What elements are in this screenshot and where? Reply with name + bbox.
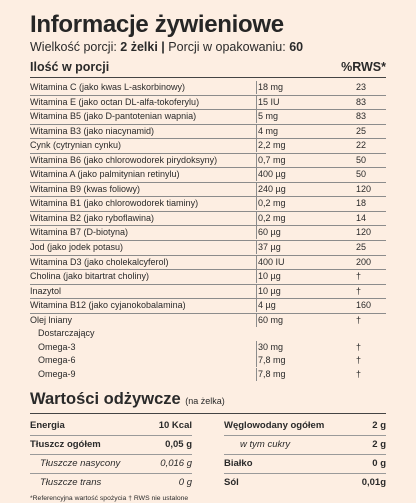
nutrition-panel xyxy=(30,10,386,503)
vitamin-rws: 120 xyxy=(356,183,372,194)
vitamin-amount: 0,2 mg xyxy=(258,212,286,223)
vitamin-rws: 50 xyxy=(356,154,367,165)
vitamin-row xyxy=(30,299,386,314)
footnote: *Referencyjna wartość spożycia † RWS nie ustalone xyxy=(30,495,189,503)
column-separator xyxy=(256,212,257,225)
vitamin-amount: 400 IU xyxy=(258,256,285,267)
vitamin-row xyxy=(30,96,386,111)
vitamin-amount: 18 mg xyxy=(258,82,284,92)
vitamin-name: Witamina B9 (kwas foliowy) xyxy=(30,183,141,194)
nutrition-row-right xyxy=(224,436,386,455)
vitamin-rws: † xyxy=(356,285,362,296)
vitamin-name: Omega-6 xyxy=(38,355,76,366)
vitamins-table xyxy=(30,81,386,381)
vitamin-amount: 240 µg xyxy=(258,183,286,194)
nutrition-row-right xyxy=(224,474,386,492)
vitamin-amount: 7,8 mg xyxy=(258,368,286,379)
vitamin-row xyxy=(30,81,386,96)
nutrient-label: Sól xyxy=(224,477,239,489)
nutrition-values-heading xyxy=(30,389,386,411)
servings-label: Porcji w opakowaniu: xyxy=(168,40,290,54)
vitamin-amount: 30 mg xyxy=(258,341,284,352)
nutrition-row-left xyxy=(30,417,192,436)
per-gummy-note: (na żelka) xyxy=(185,396,225,407)
column-separator xyxy=(256,125,257,138)
vitamin-row xyxy=(30,197,386,212)
column-separator xyxy=(256,139,257,152)
column-separator xyxy=(256,256,257,269)
vitamin-rws: 23 xyxy=(356,82,367,92)
vitamin-name: Witamina B1 (jako chlorowodorek tiaminy) xyxy=(30,198,199,209)
nutrition-column-right xyxy=(224,417,386,492)
column-separator xyxy=(256,270,257,283)
column-separator xyxy=(256,96,257,109)
nutrient-value: 0 g xyxy=(178,477,192,489)
vitamin-rws: 25 xyxy=(356,125,367,136)
nutrient-label: Tłuszcze nasycony xyxy=(40,458,121,470)
column-separator xyxy=(256,168,257,181)
vitamin-name: Witamina E (jako octan DL-alfa-tokoferylu) xyxy=(30,96,200,107)
vitamin-row xyxy=(30,241,386,256)
vitamin-amount: 0,7 mg xyxy=(258,154,286,165)
column-separator xyxy=(256,183,257,196)
amount-per-serving-header: Ilość w porcji xyxy=(30,60,110,74)
vitamin-name: Omega-3 xyxy=(38,341,76,352)
vitamin-rws: 18 xyxy=(356,198,367,209)
vitamin-rws: 50 xyxy=(356,169,367,180)
column-separator xyxy=(256,81,257,94)
vitamin-amount: 0,2 mg xyxy=(258,198,286,209)
column-separator xyxy=(256,154,257,167)
nutrient-label: Tłuszcze trans xyxy=(40,477,102,489)
vitamin-amount: 10 µg xyxy=(258,285,281,296)
vitamin-name: Witamina D3 (jako cholekalcyferol) xyxy=(30,256,169,267)
vitamin-amount: 60 mg xyxy=(258,314,284,325)
vitamin-rws: 83 xyxy=(356,96,367,107)
vitamin-row xyxy=(30,154,386,169)
vitamin-row xyxy=(30,226,386,241)
nutrition-row-left xyxy=(30,474,192,492)
vitamin-row xyxy=(30,212,386,227)
vitamin-name: Witamina B7 (D-biotyna) xyxy=(30,227,129,238)
vitamin-amount: 60 µg xyxy=(258,227,281,238)
servings-value: 60 xyxy=(289,40,304,54)
nutrition-row-left xyxy=(30,455,192,474)
vitamin-rws: † xyxy=(356,355,362,366)
vitamin-rws: 22 xyxy=(356,140,367,151)
portion-separator: | xyxy=(157,40,169,54)
vitamin-rws: † xyxy=(356,341,362,352)
nutrient-value: 2 g xyxy=(372,439,386,451)
portion-size-label: Wielkość porcji: xyxy=(30,40,121,54)
vitamin-amount: 4 µg xyxy=(258,300,276,311)
page-title: Informacje żywieniowe xyxy=(30,11,284,38)
column-separator xyxy=(256,314,257,327)
vitamin-rws: 160 xyxy=(356,300,372,311)
vitamin-name: Dostarczający xyxy=(38,328,95,339)
portion-size-value: 2 żelki xyxy=(120,40,158,54)
nutrition-column-left xyxy=(30,417,192,492)
section-divider xyxy=(30,413,386,414)
vitamin-row xyxy=(30,139,386,154)
vitamin-name: Witamina B12 (jako cyjanokobalamina) xyxy=(30,300,186,311)
vitamin-name: Witamina C (jako kwas L-askorbinowy) xyxy=(30,82,186,92)
header-divider xyxy=(30,77,386,78)
vitamin-name: Witamina B5 (jako D-pantotenian wapnia) xyxy=(30,111,197,122)
vitamin-rws: 120 xyxy=(356,227,372,238)
vitamin-name: Witamina B6 (jako chlorowodorek pirydoksyny) xyxy=(30,154,218,165)
vitamin-amount: 2,2 mg xyxy=(258,140,286,151)
vitamin-row xyxy=(30,256,386,271)
vitamin-name: Witamina A (jako palmitynian retinylu) xyxy=(30,169,180,180)
column-separator xyxy=(256,368,257,381)
vitamin-row xyxy=(30,314,386,328)
column-separator xyxy=(256,354,257,367)
nutrition-row-left xyxy=(30,436,192,455)
column-separator xyxy=(256,226,257,239)
nutrient-value: 2 g xyxy=(372,420,386,432)
nutrient-value: 0,01g xyxy=(361,477,386,489)
vitamin-rws: 14 xyxy=(356,212,367,223)
vitamin-rws: 83 xyxy=(356,111,367,122)
vitamin-amount: 37 µg xyxy=(258,242,281,253)
vitamin-amount: 10 µg xyxy=(258,271,281,282)
vitamin-row xyxy=(30,270,386,285)
nutrition-values-title: Wartości odżywcze xyxy=(30,390,181,409)
table-header xyxy=(30,59,386,75)
nutrient-label: w tym cukry xyxy=(240,439,291,451)
vitamin-name: Witamina B2 (jako ryboflawina) xyxy=(30,212,155,223)
vitamin-rws: † xyxy=(356,314,362,325)
nutrient-label: Energia xyxy=(30,420,65,432)
nutrient-value: 0 g xyxy=(372,458,386,470)
nutrient-label: Białko xyxy=(224,458,253,470)
vitamin-name: Inazytol xyxy=(30,285,62,296)
vitamin-row xyxy=(30,125,386,140)
column-separator xyxy=(256,341,257,354)
vitamin-name: Cholina (jako bitartrat choliny) xyxy=(30,271,150,282)
vitamin-row xyxy=(30,168,386,183)
vitamin-amount: 5 mg xyxy=(258,111,279,122)
column-separator xyxy=(256,299,257,312)
vitamin-row xyxy=(30,368,386,382)
vitamin-row xyxy=(30,285,386,300)
vitamin-rws: 25 xyxy=(356,242,367,253)
vitamin-amount: 4 mg xyxy=(258,125,279,136)
nutrient-value: 10 Kcal xyxy=(158,420,192,432)
vitamin-row xyxy=(30,354,386,368)
vitamin-row xyxy=(30,341,386,355)
nutrition-table xyxy=(30,417,386,492)
nutrient-label: Węglowodany ogółem xyxy=(224,420,325,432)
nutrition-row-right xyxy=(224,417,386,436)
rws-header: %RWS* xyxy=(341,60,386,74)
column-separator xyxy=(256,110,257,123)
vitamin-name: Jod (jako jodek potasu) xyxy=(30,242,124,253)
vitamin-amount: 7,8 mg xyxy=(258,355,286,366)
column-separator xyxy=(256,241,257,254)
column-separator xyxy=(256,285,257,298)
vitamin-name: Witamina B3 (jako niacynamid) xyxy=(30,125,155,136)
vitamin-row xyxy=(30,110,386,125)
vitamin-rws: † xyxy=(356,271,362,282)
vitamin-row xyxy=(30,183,386,198)
vitamin-name: Olej lniany xyxy=(30,314,73,325)
vitamin-amount: 400 µg xyxy=(258,169,286,180)
column-separator xyxy=(256,197,257,210)
nutrition-row-right xyxy=(224,455,386,474)
vitamin-rws: 200 xyxy=(356,256,372,267)
vitamin-amount: 15 IU xyxy=(258,96,280,107)
vitamin-row xyxy=(30,327,386,341)
nutrient-value: 0,016 g xyxy=(160,458,192,470)
vitamin-rws: † xyxy=(356,368,362,379)
vitamin-name: Omega-9 xyxy=(38,368,76,379)
nutrient-value: 0,05 g xyxy=(165,439,192,451)
vitamin-name: Cynk (cytrynian cynku) xyxy=(30,140,122,151)
nutrient-label: Tłuszcz ogółem xyxy=(30,439,101,451)
portion-info xyxy=(30,40,386,55)
